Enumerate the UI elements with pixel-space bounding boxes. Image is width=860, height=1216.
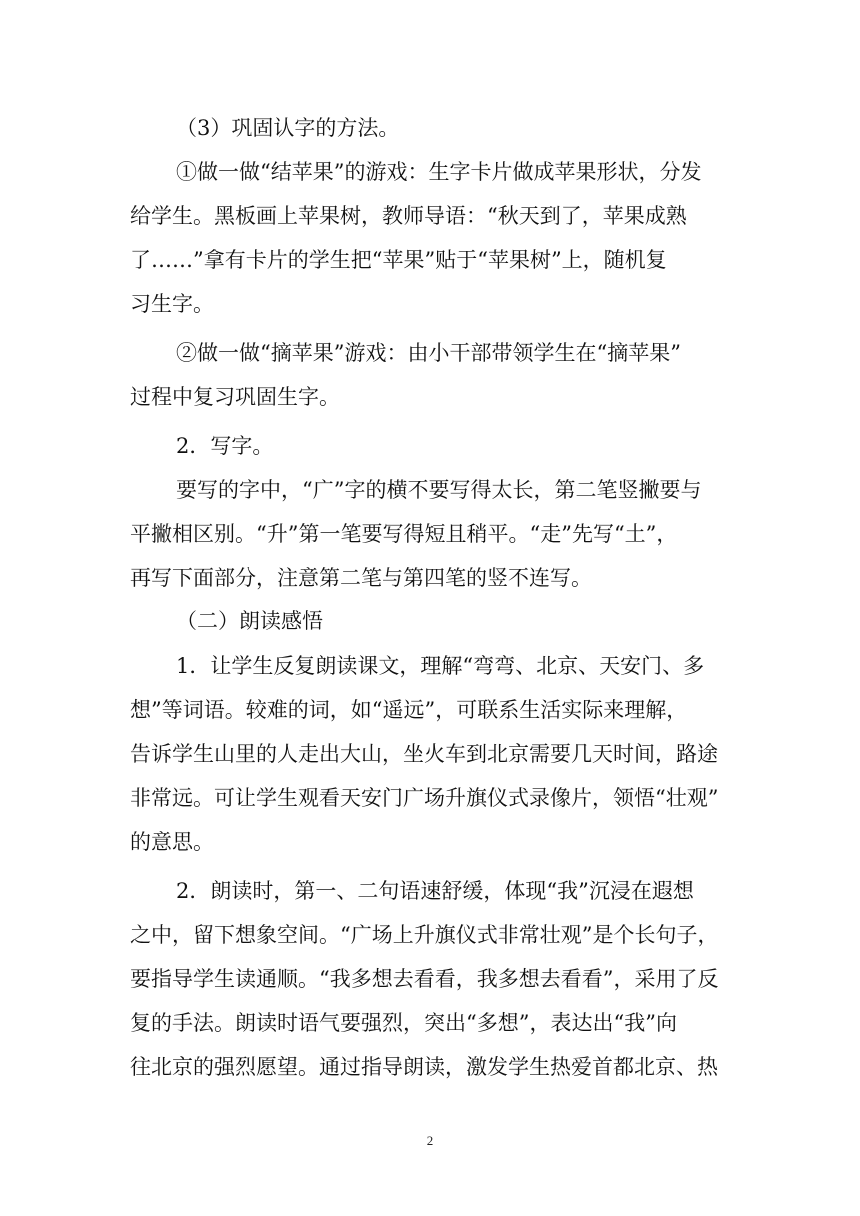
text-line: 习生字。	[130, 292, 214, 316]
text-line: 复的手法。朗读时语气要强烈，突出“多想”，表达出“我”向	[130, 1011, 677, 1035]
text-line: 要写的字中，“广”字的横不要写得太长，第二笔竖撇要与	[176, 478, 702, 502]
text-line: 平撇相区别。“升”第一笔要写得短且稍平。“走”先写“土”，	[130, 522, 678, 546]
text-line: 2．朗读时，第一、二句语速舒缓，体现“我”沉浸在遐想	[176, 879, 694, 903]
page-number: 2	[426, 1133, 434, 1148]
text-line: 再写下面部分，注意第二笔与第四笔的竖不连写。	[130, 566, 592, 590]
text-line: 2．写字。	[176, 434, 274, 458]
text-line: 的意思。	[130, 830, 214, 854]
text-line: 往北京的强烈愿望。通过指导朗读，激发学生热爱首都北京、热	[130, 1055, 718, 1079]
text-line: 非常远。可让学生观看天安门广场升旗仪式录像片，领悟“壮观”	[130, 786, 719, 810]
text-line: （二）朗读感悟	[176, 609, 323, 633]
text-line: 要指导学生读通顺。“我多想去看看，我多想去看看”，采用了反	[130, 967, 719, 991]
text-line: 给学生。黑板画上苹果树，教师导语：“秋天到了，苹果成熟	[130, 204, 687, 228]
text-line: 过程中复习巩固生字。	[130, 385, 340, 409]
text-line: ①做一做“结苹果”的游戏：生字卡片做成苹果形状，分发	[176, 160, 702, 184]
text-line: ②做一做“摘苹果”游戏：由小干部带领学生在“摘苹果”	[176, 341, 681, 365]
text-line: 之中，留下想象空间。“广场上升旗仪式非常壮观”是个长句子，	[130, 923, 719, 947]
text-line: 想”等词语。较难的词，如“遥远”，可联系生活实际来理解，	[130, 698, 688, 722]
text-line: 了……”拿有卡片的学生把“苹果”贴于“苹果树”上，随机复	[130, 248, 667, 272]
text-line: 1．让学生反复朗读课文，理解“弯弯、北京、天安门、多	[176, 654, 705, 678]
text-line: （3）巩固认字的方法。	[176, 116, 400, 140]
text-line: 告诉学生山里的人走出大山，坐火车到北京需要几天时间，路途	[130, 742, 718, 766]
